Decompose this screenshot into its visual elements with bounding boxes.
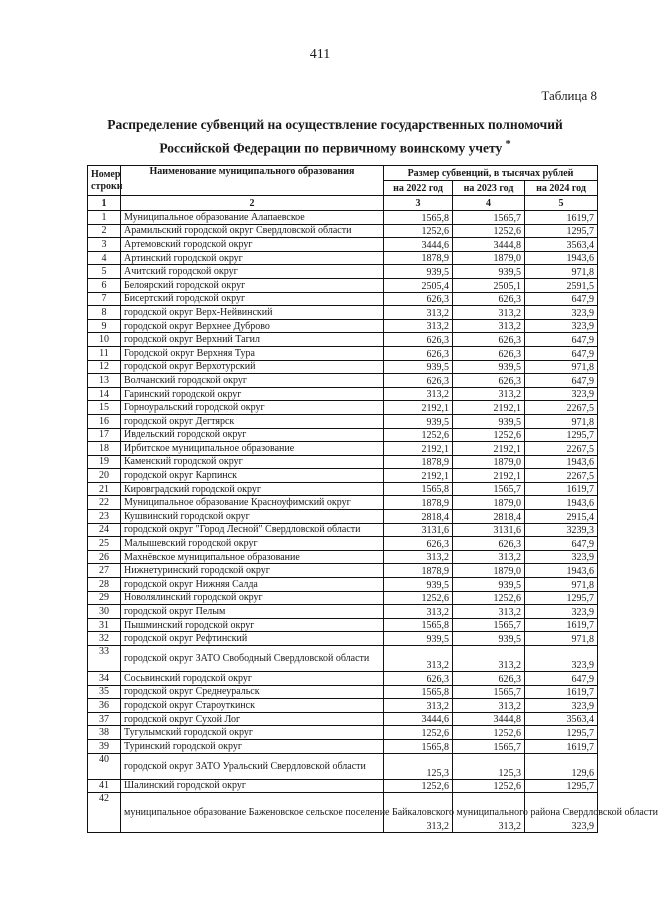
table-row [88,265,598,279]
amount-2024-cell: 971,8 [525,265,598,279]
amount-2022-cell: 2192,1 [384,401,453,415]
row-number-cell: 20 [88,469,121,483]
amount-2023-cell: 1252,6 [453,726,525,740]
amount-2023-cell: 3131,6 [453,523,525,537]
table-row [88,537,598,551]
row-number-cell: 17 [88,428,121,442]
amount-2024-cell: 647,9 [525,292,598,306]
table-row [88,387,598,401]
municipality-name-cell: Горноуральский городской округ [121,401,384,415]
municipality-name-cell: Артемовский городской округ [121,238,384,252]
amount-2022-cell: 313,2 [384,699,453,713]
row-number-cell: 22 [88,496,121,510]
municipality-name-cell: городской округ Пелым [121,605,384,619]
amount-2024-cell: 647,9 [525,346,598,360]
municipality-name-cell: Туринский городской округ [121,739,384,753]
table-row [88,699,598,713]
amount-2024-cell: 1943,6 [525,496,598,510]
table-row [88,591,598,605]
header-year-2024: на 2024 год [525,181,598,196]
table-row [88,685,598,699]
table-row [88,333,598,347]
amount-2024-cell: 647,9 [525,537,598,551]
amount-2024-cell: 2267,5 [525,442,598,456]
amount-2022-cell: 1878,9 [384,564,453,578]
row-number-cell: 23 [88,510,121,524]
amount-2023-cell: 1565,7 [453,685,525,699]
row-number-cell: 18 [88,442,121,456]
amount-2024-cell: 2915,4 [525,510,598,524]
amount-2022-cell: 2505,4 [384,278,453,292]
table-title [60,115,610,159]
amount-2023-cell: 939,5 [453,632,525,646]
amount-2022-cell: 939,5 [384,360,453,374]
amount-2022-cell: 313,2 [384,306,453,320]
amount-2024-cell: 1295,7 [525,224,598,238]
municipality-name-cell: Муниципальное образование Алапаевское [121,211,384,225]
municipality-name-cell: Белоярский городской округ [121,278,384,292]
row-number-cell: 12 [88,360,121,374]
amount-2024-cell: 323,9 [525,550,598,564]
table-row [88,306,598,320]
municipality-name-cell: городской округ "Город Лесной" Свердловской области [121,523,384,537]
municipality-name-cell: Новолялинский городской округ [121,591,384,605]
row-number-cell: 6 [88,278,121,292]
municipality-name-cell: Тугулымский городской округ [121,726,384,740]
amount-2024-cell: 1295,7 [525,779,598,793]
amount-2023-cell: 1879,0 [453,496,525,510]
amount-2022-cell: 313,2 [384,646,453,672]
amount-2023-cell: 313,2 [453,387,525,401]
amount-2024-cell: 3563,4 [525,238,598,252]
amount-2024-cell: 1619,7 [525,685,598,699]
amount-2022-cell: 1565,8 [384,482,453,496]
municipality-name-cell: Нижнетуринский городской округ [121,564,384,578]
table-row [88,292,598,306]
amount-2024-cell: 1295,7 [525,428,598,442]
header-year-2022: на 2022 год [384,181,453,196]
table-row [88,753,598,779]
amount-2022-cell: 1565,8 [384,739,453,753]
title-line-2-text: Российской Федерации по первичному воинскому учету [159,140,503,156]
row-number-cell: 36 [88,699,121,713]
amount-2023-cell: 2505,1 [453,278,525,292]
municipality-name-cell: городской округ Дегтярск [121,414,384,428]
municipality-name-cell: городской округ ЗАТО Свободный Свердловской области [121,646,384,672]
amount-2023-cell: 626,3 [453,346,525,360]
table-row [88,251,598,265]
amount-2023-cell: 1252,6 [453,224,525,238]
table-row [88,238,598,252]
table-row [88,739,598,753]
row-number-cell: 21 [88,482,121,496]
amount-2023-cell: 3444,8 [453,238,525,252]
amount-2023-cell: 1252,6 [453,779,525,793]
amount-2024-cell: 323,9 [525,605,598,619]
amount-2022-cell: 626,3 [384,537,453,551]
table-row [88,401,598,415]
amount-2023-cell: 313,2 [453,306,525,320]
row-number-cell: 34 [88,672,121,686]
table-row [88,578,598,592]
municipality-name-cell: Волчанский городской округ [121,374,384,388]
subsidy-table [87,165,658,833]
table-row [88,278,598,292]
amount-2024-cell: 2267,5 [525,401,598,415]
amount-2024-cell: 3239,3 [525,523,598,537]
municipality-name-cell: городской округ Верхний Тагил [121,333,384,347]
row-number-cell: 39 [88,739,121,753]
amount-2024-cell: 1619,7 [525,739,598,753]
header-col-index-5: 5 [525,196,598,211]
row-number-cell: 13 [88,374,121,388]
amount-2024-cell: 2591,5 [525,278,598,292]
amount-2024-cell: 323,9 [525,387,598,401]
row-number-cell: 1 [88,211,121,225]
amount-2023-cell: 1565,7 [453,739,525,753]
row-number-cell: 33 [88,646,121,672]
row-number-cell: 25 [88,537,121,551]
header-col-index-1: 1 [88,196,121,211]
amount-2024-cell: 1295,7 [525,591,598,605]
amount-2022-cell: 313,2 [384,550,453,564]
table-row [88,224,598,238]
table-body [88,211,658,833]
amount-2022-cell: 313,2 [384,319,453,333]
table-row [88,632,598,646]
title-line-2 [60,135,610,159]
table-row [88,672,598,686]
row-number-cell: 28 [88,578,121,592]
row-number-cell: 29 [88,591,121,605]
header-col-index-4: 4 [453,196,525,211]
amount-2022-cell: 1878,9 [384,251,453,265]
row-number-cell: 16 [88,414,121,428]
table-row [88,779,598,793]
amount-2023-cell: 313,2 [453,550,525,564]
municipality-name-cell: городской округ Верхотурский [121,360,384,374]
row-number-cell: 8 [88,306,121,320]
municipality-name-cell: городской округ Рефтинский [121,632,384,646]
amount-2022-cell: 3131,6 [384,523,453,537]
municipality-name-cell: городской округ Нижняя Салда [121,578,384,592]
row-number-cell: 35 [88,685,121,699]
amount-2023-cell: 313,2 [453,793,525,833]
amount-2022-cell: 1565,8 [384,211,453,225]
amount-2022-cell: 313,2 [384,387,453,401]
amount-2022-cell: 2192,1 [384,469,453,483]
amount-2022-cell: 1252,6 [384,428,453,442]
amount-2024-cell: 647,9 [525,672,598,686]
amount-2022-cell: 626,3 [384,346,453,360]
amount-2023-cell: 939,5 [453,414,525,428]
amount-2024-cell: 323,9 [525,319,598,333]
municipality-name-cell: Муниципальное образование Красноуфимский округ [121,496,384,510]
amount-2022-cell: 3444,6 [384,712,453,726]
header-col-index-3: 3 [384,196,453,211]
amount-2023-cell: 939,5 [453,578,525,592]
table-row [88,374,598,388]
row-number-cell: 42 [88,793,121,833]
amount-2023-cell: 2192,1 [453,442,525,456]
amount-2024-cell: 1619,7 [525,211,598,225]
table-row [88,482,598,496]
amount-2022-cell: 1252,6 [384,779,453,793]
row-number-cell: 30 [88,605,121,619]
row-number-cell: 26 [88,550,121,564]
amount-2022-cell: 2192,1 [384,442,453,456]
amount-2024-cell: 2267,5 [525,469,598,483]
table-row [88,455,598,469]
amount-2022-cell: 939,5 [384,578,453,592]
row-number-cell: 4 [88,251,121,265]
amount-2023-cell: 939,5 [453,265,525,279]
row-number-cell: 3 [88,238,121,252]
amount-2023-cell: 3444,8 [453,712,525,726]
amount-2023-cell: 1565,7 [453,211,525,225]
amount-2023-cell: 939,5 [453,360,525,374]
municipality-name-cell: Арамильский городской округ Свердловской области [121,224,384,238]
amount-2022-cell: 3444,6 [384,238,453,252]
amount-2024-cell: 323,9 [525,699,598,713]
page-number: 411 [309,47,331,62]
amount-2024-cell: 647,9 [525,333,598,347]
amount-2024-cell: 647,9 [525,374,598,388]
municipality-name-cell: Кировградский городской округ [121,482,384,496]
table-row [88,469,598,483]
municipality-name-cell: городской округ Карпинск [121,469,384,483]
municipality-name-cell: Гаринский городской округ [121,387,384,401]
amount-2023-cell: 626,3 [453,672,525,686]
amount-2024-cell: 323,9 [525,793,598,833]
table-row [88,618,598,632]
amount-2022-cell: 626,3 [384,672,453,686]
amount-2022-cell: 313,2 [384,605,453,619]
amount-2023-cell: 313,2 [453,605,525,619]
row-number-cell: 27 [88,564,121,578]
row-number-cell: 32 [88,632,121,646]
amount-2023-cell: 2192,1 [453,469,525,483]
table-row [88,646,598,672]
amount-2024-cell: 971,8 [525,578,598,592]
table-row [88,564,598,578]
table-row [88,523,598,537]
amount-2024-cell: 323,9 [525,306,598,320]
municipality-name-cell: Махнёвское муниципальное образование [121,550,384,564]
municipality-name-cell: Шалинский городской округ [121,779,384,793]
municipality-name-cell: муниципальное образование Баженовское сельское поселение Байкаловского муниципального района Свердловской области [121,793,384,833]
table-row [88,550,598,564]
amount-2022-cell: 1252,6 [384,224,453,238]
table-row [88,496,598,510]
header-subsidy-amount: Размер субвенций, в тысячах рублей [384,166,598,181]
amount-2024-cell: 1943,6 [525,564,598,578]
amount-2023-cell: 1879,0 [453,251,525,265]
footnote-mark: * [505,139,511,150]
table-row [88,211,598,225]
title-line-1: Распределение субвенций на осуществление государственных полномочий [107,117,563,132]
amount-2023-cell: 626,3 [453,333,525,347]
table-label: Таблица 8 [541,88,597,103]
amount-2022-cell: 1252,6 [384,726,453,740]
row-number-cell: 5 [88,265,121,279]
amount-2023-cell: 1879,0 [453,455,525,469]
amount-2024-cell: 3563,4 [525,712,598,726]
amount-2022-cell: 313,2 [384,793,453,833]
amount-2024-cell: 1295,7 [525,726,598,740]
amount-2022-cell: 1565,8 [384,618,453,632]
table-row [88,510,598,524]
amount-2023-cell: 1565,7 [453,618,525,632]
amount-2022-cell: 1878,9 [384,455,453,469]
amount-2022-cell: 1252,6 [384,591,453,605]
amount-2022-cell: 939,5 [384,265,453,279]
table-row [88,793,598,833]
row-number-cell: 15 [88,401,121,415]
table-row [88,414,598,428]
row-number-cell: 31 [88,618,121,632]
amount-2023-cell: 125,3 [453,753,525,779]
amount-2023-cell: 1879,0 [453,564,525,578]
municipality-name-cell: Ачитский городской округ [121,265,384,279]
header-col-index-2: 2 [121,196,384,211]
amount-2023-cell: 2192,1 [453,401,525,415]
row-number-cell: 9 [88,319,121,333]
amount-2024-cell: 1943,6 [525,251,598,265]
municipality-name-cell: городской округ Верхнее Дуброво [121,319,384,333]
header-municipality-name: Наименование муниципального образования [121,166,384,196]
municipality-name-cell: Артинский городской округ [121,251,384,265]
municipality-name-cell: Кушвинский городской округ [121,510,384,524]
table-row [88,319,598,333]
municipality-name-cell: Пышминский городской округ [121,618,384,632]
municipality-name-cell: городской округ Верх-Нейвинский [121,306,384,320]
amount-2024-cell: 1619,7 [525,618,598,632]
amount-2022-cell: 125,3 [384,753,453,779]
amount-2024-cell: 323,9 [525,646,598,672]
amount-2022-cell: 939,5 [384,632,453,646]
row-number-cell: 11 [88,346,121,360]
header-row-number: Номер строки [88,166,121,196]
amount-2023-cell: 313,2 [453,699,525,713]
row-number-cell: 7 [88,292,121,306]
table-row [88,428,598,442]
row-number-cell: 40 [88,753,121,779]
table-row [88,605,598,619]
municipality-name-cell: Городской округ Верхняя Тура [121,346,384,360]
amount-2022-cell: 626,3 [384,333,453,347]
row-number-cell: 14 [88,387,121,401]
table-row [88,360,598,374]
table-row [88,726,598,740]
amount-2023-cell: 2818,4 [453,510,525,524]
table-row [88,442,598,456]
municipality-name-cell: Сосьвинский городской округ [121,672,384,686]
amount-2023-cell: 1565,7 [453,482,525,496]
row-number-cell: 38 [88,726,121,740]
row-number-cell: 10 [88,333,121,347]
municipality-name-cell: городской округ ЗАТО Уральский Свердловской области [121,753,384,779]
row-number-cell: 24 [88,523,121,537]
amount-2022-cell: 2818,4 [384,510,453,524]
amount-2022-cell: 626,3 [384,292,453,306]
table-row [88,346,598,360]
municipality-name-cell: городской округ Староуткинск [121,699,384,713]
amount-2024-cell: 971,8 [525,360,598,374]
amount-2022-cell: 1878,9 [384,496,453,510]
amount-2024-cell: 971,8 [525,632,598,646]
amount-2024-cell: 971,8 [525,414,598,428]
table-row [88,712,598,726]
amount-2022-cell: 626,3 [384,374,453,388]
amount-2023-cell: 1252,6 [453,428,525,442]
amount-2023-cell: 626,3 [453,374,525,388]
municipality-name-cell: Ирбитское муниципальное образование [121,442,384,456]
amount-2023-cell: 313,2 [453,319,525,333]
municipality-name-cell: Каменский городской округ [121,455,384,469]
municipality-name-cell: Малышевский городской округ [121,537,384,551]
amount-2023-cell: 626,3 [453,537,525,551]
row-number-cell: 37 [88,712,121,726]
municipality-name-cell: городской округ Среднеуральск [121,685,384,699]
amount-2022-cell: 939,5 [384,414,453,428]
amount-2023-cell: 1252,6 [453,591,525,605]
amount-2023-cell: 313,2 [453,646,525,672]
municipality-name-cell: Ивдельский городской округ [121,428,384,442]
amount-2024-cell: 129,6 [525,753,598,779]
municipality-name-cell: Бисертский городской округ [121,292,384,306]
row-number-cell: 41 [88,779,121,793]
amount-2023-cell: 626,3 [453,292,525,306]
amount-2022-cell: 1565,8 [384,685,453,699]
amount-2024-cell: 1943,6 [525,455,598,469]
municipality-name-cell: городской округ Сухой Лог [121,712,384,726]
header-year-2023: на 2023 год [453,181,525,196]
row-number-cell: 19 [88,455,121,469]
amount-2024-cell: 1619,7 [525,482,598,496]
row-number-cell: 2 [88,224,121,238]
